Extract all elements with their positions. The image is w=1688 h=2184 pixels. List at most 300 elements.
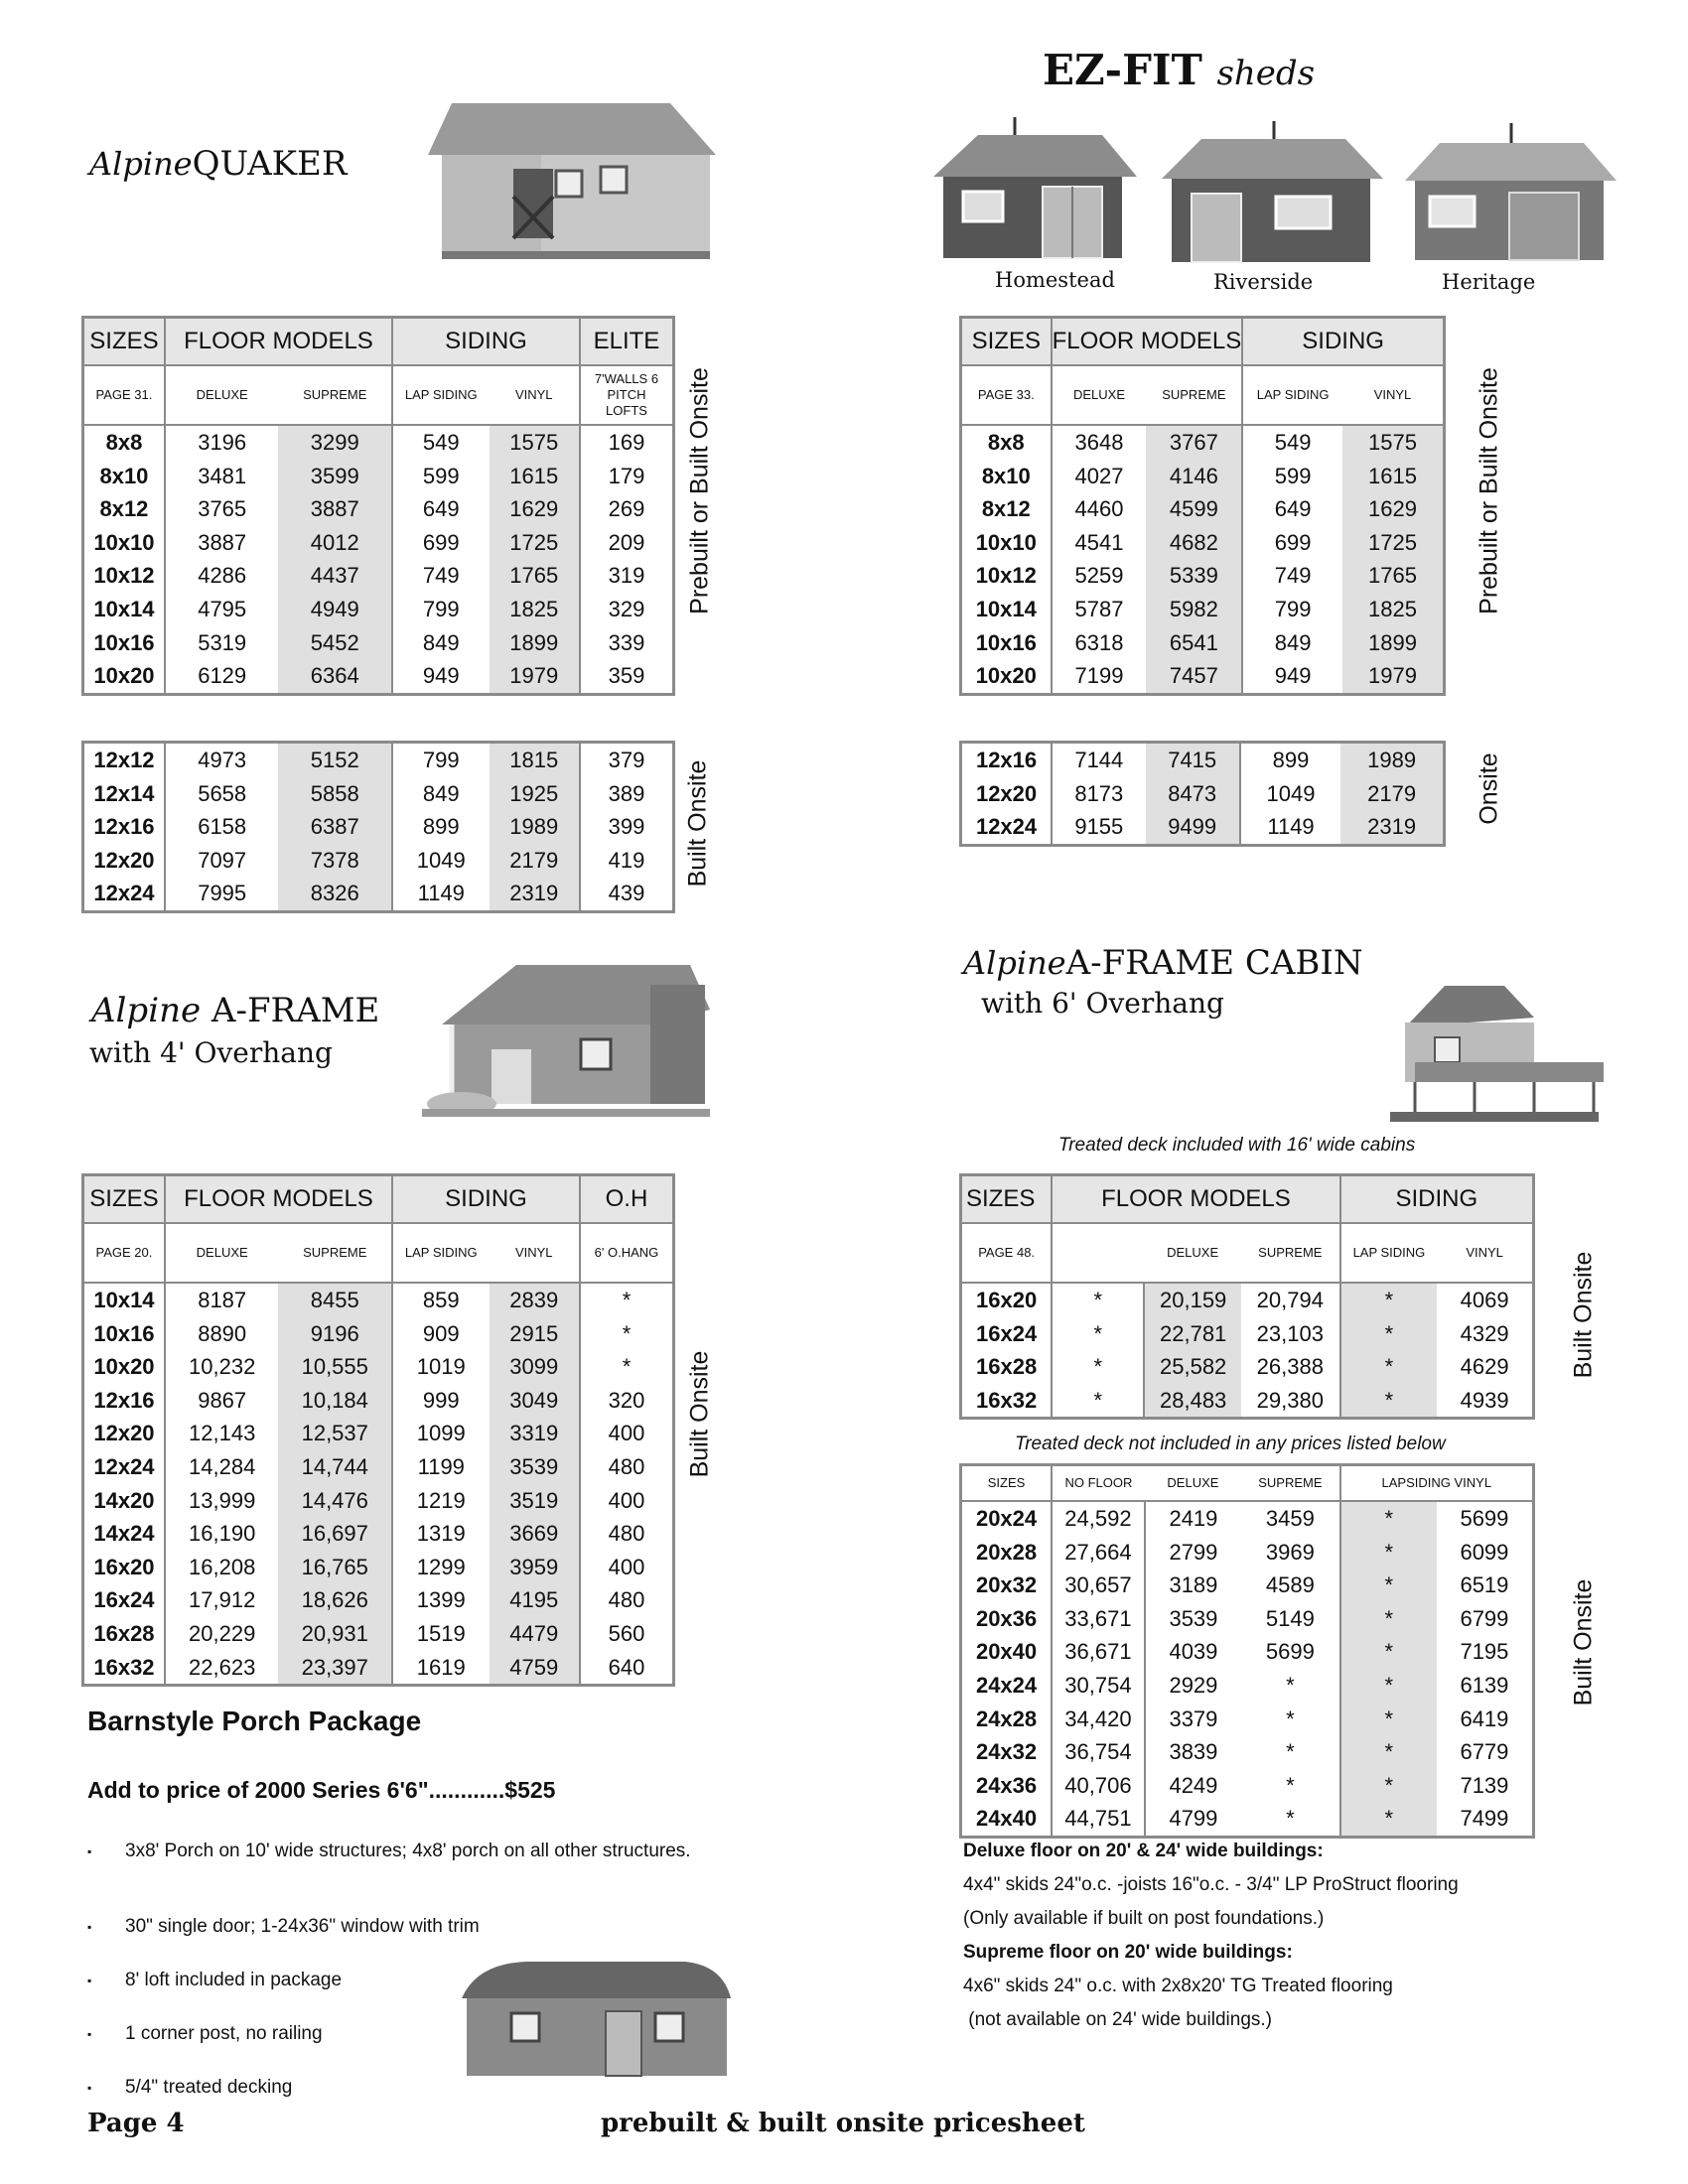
note-line: (not available on 24' wide buildings.) (963, 2009, 1272, 2030)
price-cell: 339 (608, 629, 645, 655)
price-cell: 14,476 (278, 1484, 392, 1518)
price-cell: * (622, 1354, 632, 1380)
price-cell: 8187 (198, 1288, 247, 1312)
size-cell: 10x20 (83, 1350, 165, 1384)
sub-supreme: SUPREME (1146, 365, 1242, 425)
price-cell: * (1340, 1350, 1438, 1384)
price-cell: 4795 (198, 596, 247, 621)
table-row (83, 844, 674, 878)
table-row (961, 1735, 1534, 1769)
price-cell: 5319 (198, 629, 247, 655)
price-cell: 1049 (1266, 780, 1316, 806)
table-row (961, 1802, 1534, 1837)
price-cell: * (1241, 1769, 1340, 1803)
price-cell: 2319 (490, 877, 580, 911)
price-cell: 799 (422, 596, 460, 621)
price-cell: 4437 (278, 559, 392, 593)
aframe-label-onsite: Built Onsite (685, 1350, 714, 1478)
price-cell: 18,626 (278, 1583, 392, 1617)
price-cell: 7415 (1146, 743, 1240, 777)
price-cell: 1049 (416, 847, 466, 873)
table-row (83, 743, 674, 777)
price-cell: 3099 (490, 1350, 580, 1384)
ezfit-label-prebuilt: Prebuilt or Built Onsite (1475, 367, 1503, 614)
price-cell: 400 (608, 1554, 645, 1579)
hdr-elite: ELITE (580, 318, 674, 366)
sub-deluxe: DELUXE (1145, 1465, 1241, 1502)
homestead-shed-image (923, 107, 1142, 266)
price-cell: 8173 (1074, 780, 1124, 806)
table-row (961, 526, 1445, 560)
price-cell: 2929 (1169, 1672, 1218, 1698)
price-cell: 899 (422, 814, 460, 840)
price-cell: 3379 (1169, 1706, 1218, 1731)
cabin-deck-note: Treated deck included with 16' wide cabins (1058, 1135, 1416, 1156)
price-cell: 3887 (278, 492, 392, 526)
price-cell: 16,190 (189, 1521, 256, 1547)
table-row (83, 1384, 674, 1418)
size-cell: 10x14 (83, 593, 165, 626)
table-row (83, 810, 674, 844)
price-cell: 849 (422, 629, 460, 655)
hdr-siding: SIDING (1242, 318, 1444, 366)
price-cell: 1825 (490, 593, 580, 626)
sub-page: PAGE 31. (83, 365, 165, 425)
size-cell: 12x24 (83, 877, 165, 911)
price-cell: 9196 (278, 1317, 392, 1351)
price-cell: 3959 (490, 1551, 580, 1584)
size-cell: 8x12 (83, 492, 165, 526)
price-cell: 419 (608, 847, 645, 873)
cabin-mid-note: Treated deck not included in any prices listed below (1015, 1433, 1446, 1454)
price-cell: 399 (608, 814, 645, 840)
table-row (83, 492, 674, 526)
size-cell: 20x24 (961, 1501, 1053, 1536)
price-cell: 13,999 (189, 1487, 256, 1513)
price-cell: * (1340, 1283, 1438, 1317)
cabin-title (963, 943, 1363, 983)
price-cell: 20,229 (189, 1620, 256, 1646)
price-cell: 22,623 (189, 1654, 256, 1680)
table-row (961, 1703, 1534, 1736)
price-cell: 3539 (490, 1450, 580, 1484)
size-cell: 16x28 (83, 1617, 165, 1651)
price-cell: 34,420 (1052, 1703, 1145, 1736)
hdr-sizes: SIZES (83, 1175, 165, 1224)
price-cell: 949 (422, 663, 460, 689)
price-cell: 4286 (198, 563, 247, 589)
price-cell: 749 (1274, 563, 1312, 589)
price-cell: 22,781 (1144, 1317, 1241, 1351)
price-cell: 7995 (198, 881, 247, 906)
table-row (83, 1417, 674, 1450)
price-cell: 7199 (1074, 663, 1124, 689)
ezfit-title (1043, 46, 1315, 94)
hdr-siding: SIDING (392, 318, 580, 366)
price-cell: 389 (608, 780, 645, 806)
price-cell: 36,671 (1052, 1635, 1145, 1669)
price-cell: 6519 (1460, 1572, 1509, 1598)
size-cell: 10x20 (961, 659, 1052, 694)
size-cell: 20x28 (961, 1536, 1053, 1570)
table-row (83, 877, 674, 911)
quaker-shed-image (422, 97, 720, 266)
size-cell: 12x20 (83, 1417, 165, 1450)
model-label-homestead: Homestead (995, 268, 1115, 292)
price-cell: 3648 (1074, 430, 1124, 455)
price-cell: 5858 (278, 777, 392, 811)
sub-lap-siding: LAP SIDING (392, 365, 489, 425)
price-cell: 6139 (1460, 1672, 1509, 1698)
price-cell: 560 (608, 1620, 645, 1646)
price-cell: 179 (608, 463, 645, 488)
hdr-floor-models: FLOOR MODELS (1052, 318, 1243, 366)
quaker-label-prebuilt: Prebuilt or Built Onsite (685, 367, 714, 614)
price-cell: 7144 (1074, 748, 1124, 772)
price-cell: 12,537 (278, 1417, 392, 1450)
sub-vinyl: VINYL (1437, 1223, 1533, 1283)
aframe-price-table (81, 1173, 675, 1687)
price-cell: 4146 (1146, 460, 1242, 493)
price-cell: * (1340, 1635, 1437, 1669)
price-cell: 2179 (1340, 777, 1444, 811)
price-cell: 6419 (1460, 1706, 1509, 1731)
price-cell: 10,232 (189, 1354, 256, 1380)
price-cell: 1979 (1342, 659, 1445, 694)
price-cell: 1725 (1342, 526, 1445, 560)
price-cell: 16,765 (278, 1551, 392, 1584)
note-line: 4x6" skids 24" o.c. with 2x8x20' TG Treated flooring (963, 1976, 1393, 1996)
size-cell: 20x36 (961, 1602, 1053, 1636)
table-row (961, 777, 1445, 811)
price-cell: 329 (608, 596, 645, 621)
price-cell: 4479 (490, 1617, 580, 1651)
cabin-label-onsite-b: Built Onsite (1569, 1578, 1598, 1706)
price-cell: 6129 (198, 663, 247, 689)
size-cell: 16x24 (961, 1317, 1053, 1351)
price-cell: 7499 (1460, 1806, 1509, 1832)
table-row (83, 1283, 674, 1317)
price-cell: 23,397 (278, 1651, 392, 1686)
barnstyle-porch-shed-image (457, 1954, 735, 2083)
price-cell: 4027 (1074, 463, 1124, 488)
table-row (961, 1569, 1534, 1602)
size-cell: 12x24 (961, 810, 1053, 845)
price-cell: 549 (422, 430, 460, 455)
price-cell: 1725 (490, 526, 580, 560)
hdr-sizes: SIZES (961, 318, 1052, 366)
table-row (83, 1651, 674, 1686)
hdr-sizes: SIZES (83, 318, 165, 366)
price-cell: * (1241, 1735, 1340, 1769)
price-cell: 480 (608, 1587, 645, 1613)
size-cell: 12x20 (83, 844, 165, 878)
size-cell: 12x20 (961, 777, 1053, 811)
size-cell: 10x14 (961, 593, 1052, 626)
sub-elite-detail: 7'WALLS 6 PITCH LOFTS (580, 365, 674, 425)
price-cell: * (1241, 1669, 1340, 1703)
size-cell: 10x10 (83, 526, 165, 560)
price-cell: * (1340, 1569, 1437, 1602)
price-cell: 859 (422, 1288, 460, 1312)
sub-lap-siding: LAP SIDING (392, 1223, 489, 1283)
price-cell: 7139 (1460, 1772, 1509, 1798)
price-cell: 4589 (1241, 1569, 1340, 1602)
note-line: (Only available if built on post foundations.) (963, 1908, 1325, 1929)
price-cell: 28,483 (1144, 1384, 1241, 1419)
price-cell: 36,754 (1052, 1735, 1145, 1769)
price-cell: 3049 (490, 1384, 580, 1418)
heritage-shed-image (1400, 119, 1618, 268)
price-cell: 6387 (278, 810, 392, 844)
sub-supreme: SUPREME (278, 365, 392, 425)
size-cell: 12x16 (83, 810, 165, 844)
size-cell: 20x40 (961, 1635, 1053, 1669)
price-cell: 25,582 (1144, 1350, 1241, 1384)
table-row (961, 425, 1445, 460)
price-cell: 44,751 (1052, 1802, 1145, 1837)
price-cell: 8890 (198, 1320, 247, 1346)
price-cell: 9499 (1146, 810, 1240, 845)
price-cell: 3539 (1169, 1605, 1218, 1631)
price-cell: 1825 (1342, 593, 1445, 626)
model-label-heritage: Heritage (1442, 270, 1536, 294)
hdr-overhang: O.H (580, 1175, 674, 1224)
price-cell: * (1340, 1802, 1437, 1837)
sub-lapsiding-vinyl: LAPSIDING VINYL (1340, 1465, 1534, 1502)
price-cell: * (1052, 1317, 1144, 1351)
cabin-price-table-wide (959, 1463, 1535, 1839)
price-cell: 4973 (198, 748, 247, 772)
price-cell: 5339 (1146, 559, 1242, 593)
price-cell: 1575 (1342, 425, 1445, 460)
price-cell: * (1340, 1735, 1437, 1769)
aframe-title (91, 991, 379, 1030)
price-cell: 17,912 (189, 1587, 256, 1613)
price-cell: * (1340, 1769, 1437, 1803)
price-cell: 1765 (490, 559, 580, 593)
price-cell: 2915 (490, 1317, 580, 1351)
price-cell: 4541 (1074, 529, 1124, 555)
price-cell: 20,159 (1144, 1283, 1241, 1317)
sub-page: PAGE 48. (961, 1223, 1053, 1283)
price-cell: 24,592 (1052, 1501, 1145, 1536)
hdr-sizes: SIZES (961, 1175, 1053, 1224)
price-cell: 3765 (198, 496, 247, 522)
ezfit-title-sub: sheds (1216, 54, 1316, 93)
table-row (961, 659, 1445, 694)
price-cell: 5658 (198, 780, 247, 806)
size-cell: 12x14 (83, 777, 165, 811)
price-cell: 1399 (416, 1587, 466, 1613)
price-cell: 2839 (490, 1283, 580, 1317)
price-cell: 5149 (1241, 1602, 1340, 1636)
price-cell: 7378 (278, 844, 392, 878)
quaker-price-table-12ft (81, 741, 675, 913)
price-cell: 14,284 (189, 1453, 256, 1479)
price-cell: 949 (1274, 663, 1312, 689)
sub-deluxe: DELUXE (165, 1223, 279, 1283)
size-cell: 8x10 (83, 460, 165, 493)
price-cell: 16,697 (278, 1517, 392, 1551)
hdr-siding: SIDING (1340, 1175, 1534, 1224)
price-cell: 1989 (490, 810, 580, 844)
price-cell: 1925 (490, 777, 580, 811)
price-cell: 3189 (1169, 1572, 1218, 1598)
price-cell: 9155 (1074, 814, 1124, 840)
sub-supreme: SUPREME (278, 1223, 392, 1283)
sub-page: PAGE 33. (961, 365, 1052, 425)
price-cell: 4682 (1146, 526, 1242, 560)
price-cell: 799 (422, 748, 460, 772)
price-cell: 2799 (1169, 1539, 1218, 1565)
price-cell: 5787 (1074, 596, 1124, 621)
price-cell: 1979 (490, 659, 580, 694)
size-cell: 10x12 (83, 559, 165, 593)
sub-sizes: SIZES (961, 1465, 1053, 1502)
price-cell: 1989 (1340, 743, 1444, 777)
hdr-floor-models: FLOOR MODELS (165, 318, 392, 366)
price-cell: 3196 (198, 430, 247, 455)
price-cell: 6364 (278, 659, 392, 694)
price-cell: 12,143 (189, 1421, 256, 1446)
price-cell: 849 (422, 780, 460, 806)
note-line: 4x4" skids 24"o.c. -joists 16"o.c. - 3/4" LP ProStruct flooring (963, 1874, 1459, 1895)
riverside-shed-image (1157, 119, 1385, 268)
price-cell: 23,103 (1241, 1317, 1340, 1351)
size-cell: 10x16 (83, 1317, 165, 1351)
price-cell: 16,208 (189, 1554, 256, 1579)
price-cell: * (1340, 1536, 1437, 1570)
aframe-shed-image (422, 955, 715, 1119)
table-row (961, 1384, 1534, 1419)
price-cell: 649 (422, 496, 460, 522)
price-cell: 640 (608, 1654, 645, 1680)
price-cell: * (1340, 1384, 1438, 1419)
price-cell: 1319 (416, 1521, 466, 1547)
price-cell: 1299 (416, 1554, 466, 1579)
sub-deluxe: DELUXE (1052, 365, 1147, 425)
price-cell: 319 (608, 563, 645, 589)
price-cell: 1099 (416, 1421, 466, 1446)
table-row (83, 1317, 674, 1351)
price-cell: 1019 (416, 1354, 466, 1380)
price-cell: 4759 (490, 1651, 580, 1686)
price-cell: 4799 (1169, 1806, 1218, 1832)
sub-deluxe: DELUXE (1144, 1223, 1241, 1283)
price-cell: 4195 (490, 1583, 580, 1617)
price-cell: * (1241, 1703, 1340, 1736)
price-cell: 379 (608, 748, 645, 772)
table-row (83, 1551, 674, 1584)
size-cell: 10x14 (83, 1283, 165, 1317)
table-row (83, 425, 674, 460)
price-cell: * (1052, 1283, 1144, 1317)
table-row (83, 626, 674, 660)
price-cell: 799 (1274, 596, 1312, 621)
size-cell: 10x10 (961, 526, 1052, 560)
price-cell: 8326 (278, 877, 392, 911)
cabin-price-table (959, 1173, 1535, 1420)
price-cell: * (1340, 1703, 1437, 1736)
price-cell: 5452 (278, 626, 392, 660)
price-cell: 5699 (1460, 1506, 1509, 1531)
table-row (83, 1617, 674, 1651)
price-cell: 2419 (1169, 1506, 1218, 1531)
price-cell: 1629 (490, 492, 580, 526)
sub-lap-siding: LAP SIDING (1242, 365, 1342, 425)
price-cell: 6318 (1074, 629, 1124, 655)
price-cell: 899 (1272, 748, 1310, 772)
table-row (83, 1350, 674, 1384)
price-cell: 30,754 (1052, 1669, 1145, 1703)
price-cell: 6158 (198, 814, 247, 840)
size-cell: 16x20 (961, 1283, 1053, 1317)
sub-overhang: 6' O.HANG (580, 1223, 674, 1283)
sub-supreme: SUPREME (1241, 1465, 1340, 1502)
price-cell: 1615 (1342, 460, 1445, 493)
table-row (961, 1635, 1534, 1669)
price-cell: 4949 (278, 593, 392, 626)
price-cell: 3669 (490, 1517, 580, 1551)
table-row (961, 1536, 1534, 1570)
table-row (961, 743, 1445, 777)
ezfit-price-table-12ft (959, 741, 1446, 847)
price-cell: 909 (422, 1320, 460, 1346)
sub-deluxe: DELUXE (165, 365, 279, 425)
aframe-brand: Alpine (91, 991, 202, 1030)
sub-vinyl: VINYL (1342, 365, 1445, 425)
size-cell: 8x12 (961, 492, 1052, 526)
price-cell: * (1052, 1384, 1144, 1419)
price-cell: 5699 (1241, 1635, 1340, 1669)
table-row (83, 1450, 674, 1484)
price-cell: 1615 (490, 460, 580, 493)
price-cell: 6799 (1460, 1605, 1509, 1631)
sub-vinyl: VINYL (490, 365, 580, 425)
price-cell: 2179 (490, 844, 580, 878)
price-cell: * (1340, 1602, 1437, 1636)
note-line: Deluxe floor on 20' & 24' wide buildings: (963, 1841, 1324, 1861)
price-cell: 8473 (1146, 777, 1240, 811)
size-cell: 10x16 (961, 626, 1052, 660)
price-cell: 400 (608, 1421, 645, 1446)
price-cell: 320 (608, 1387, 645, 1413)
price-cell: * (1241, 1802, 1340, 1837)
price-cell: 3481 (198, 463, 247, 488)
sub-page: PAGE 20. (83, 1223, 165, 1283)
size-cell: 12x16 (961, 743, 1053, 777)
price-cell: 5259 (1074, 563, 1124, 589)
price-cell: 649 (1274, 496, 1312, 522)
price-cell: 9867 (198, 1387, 247, 1413)
footer-title: prebuilt & built onsite pricesheet (601, 2109, 1085, 2138)
price-cell: 1199 (417, 1453, 465, 1479)
price-cell: 3519 (490, 1484, 580, 1518)
price-cell: 3839 (1169, 1739, 1218, 1765)
sub-supreme: SUPREME (1241, 1223, 1340, 1283)
size-cell: 20x32 (961, 1569, 1053, 1602)
price-cell: 26,388 (1241, 1350, 1340, 1384)
price-cell: 3459 (1241, 1501, 1340, 1536)
price-cell: 4329 (1460, 1320, 1509, 1346)
price-cell: 3767 (1146, 425, 1242, 460)
price-cell: 1899 (490, 626, 580, 660)
price-cell: 439 (608, 881, 645, 906)
size-cell: 12x12 (83, 743, 165, 777)
price-cell: 5982 (1146, 593, 1242, 626)
price-cell: 1765 (1342, 559, 1445, 593)
